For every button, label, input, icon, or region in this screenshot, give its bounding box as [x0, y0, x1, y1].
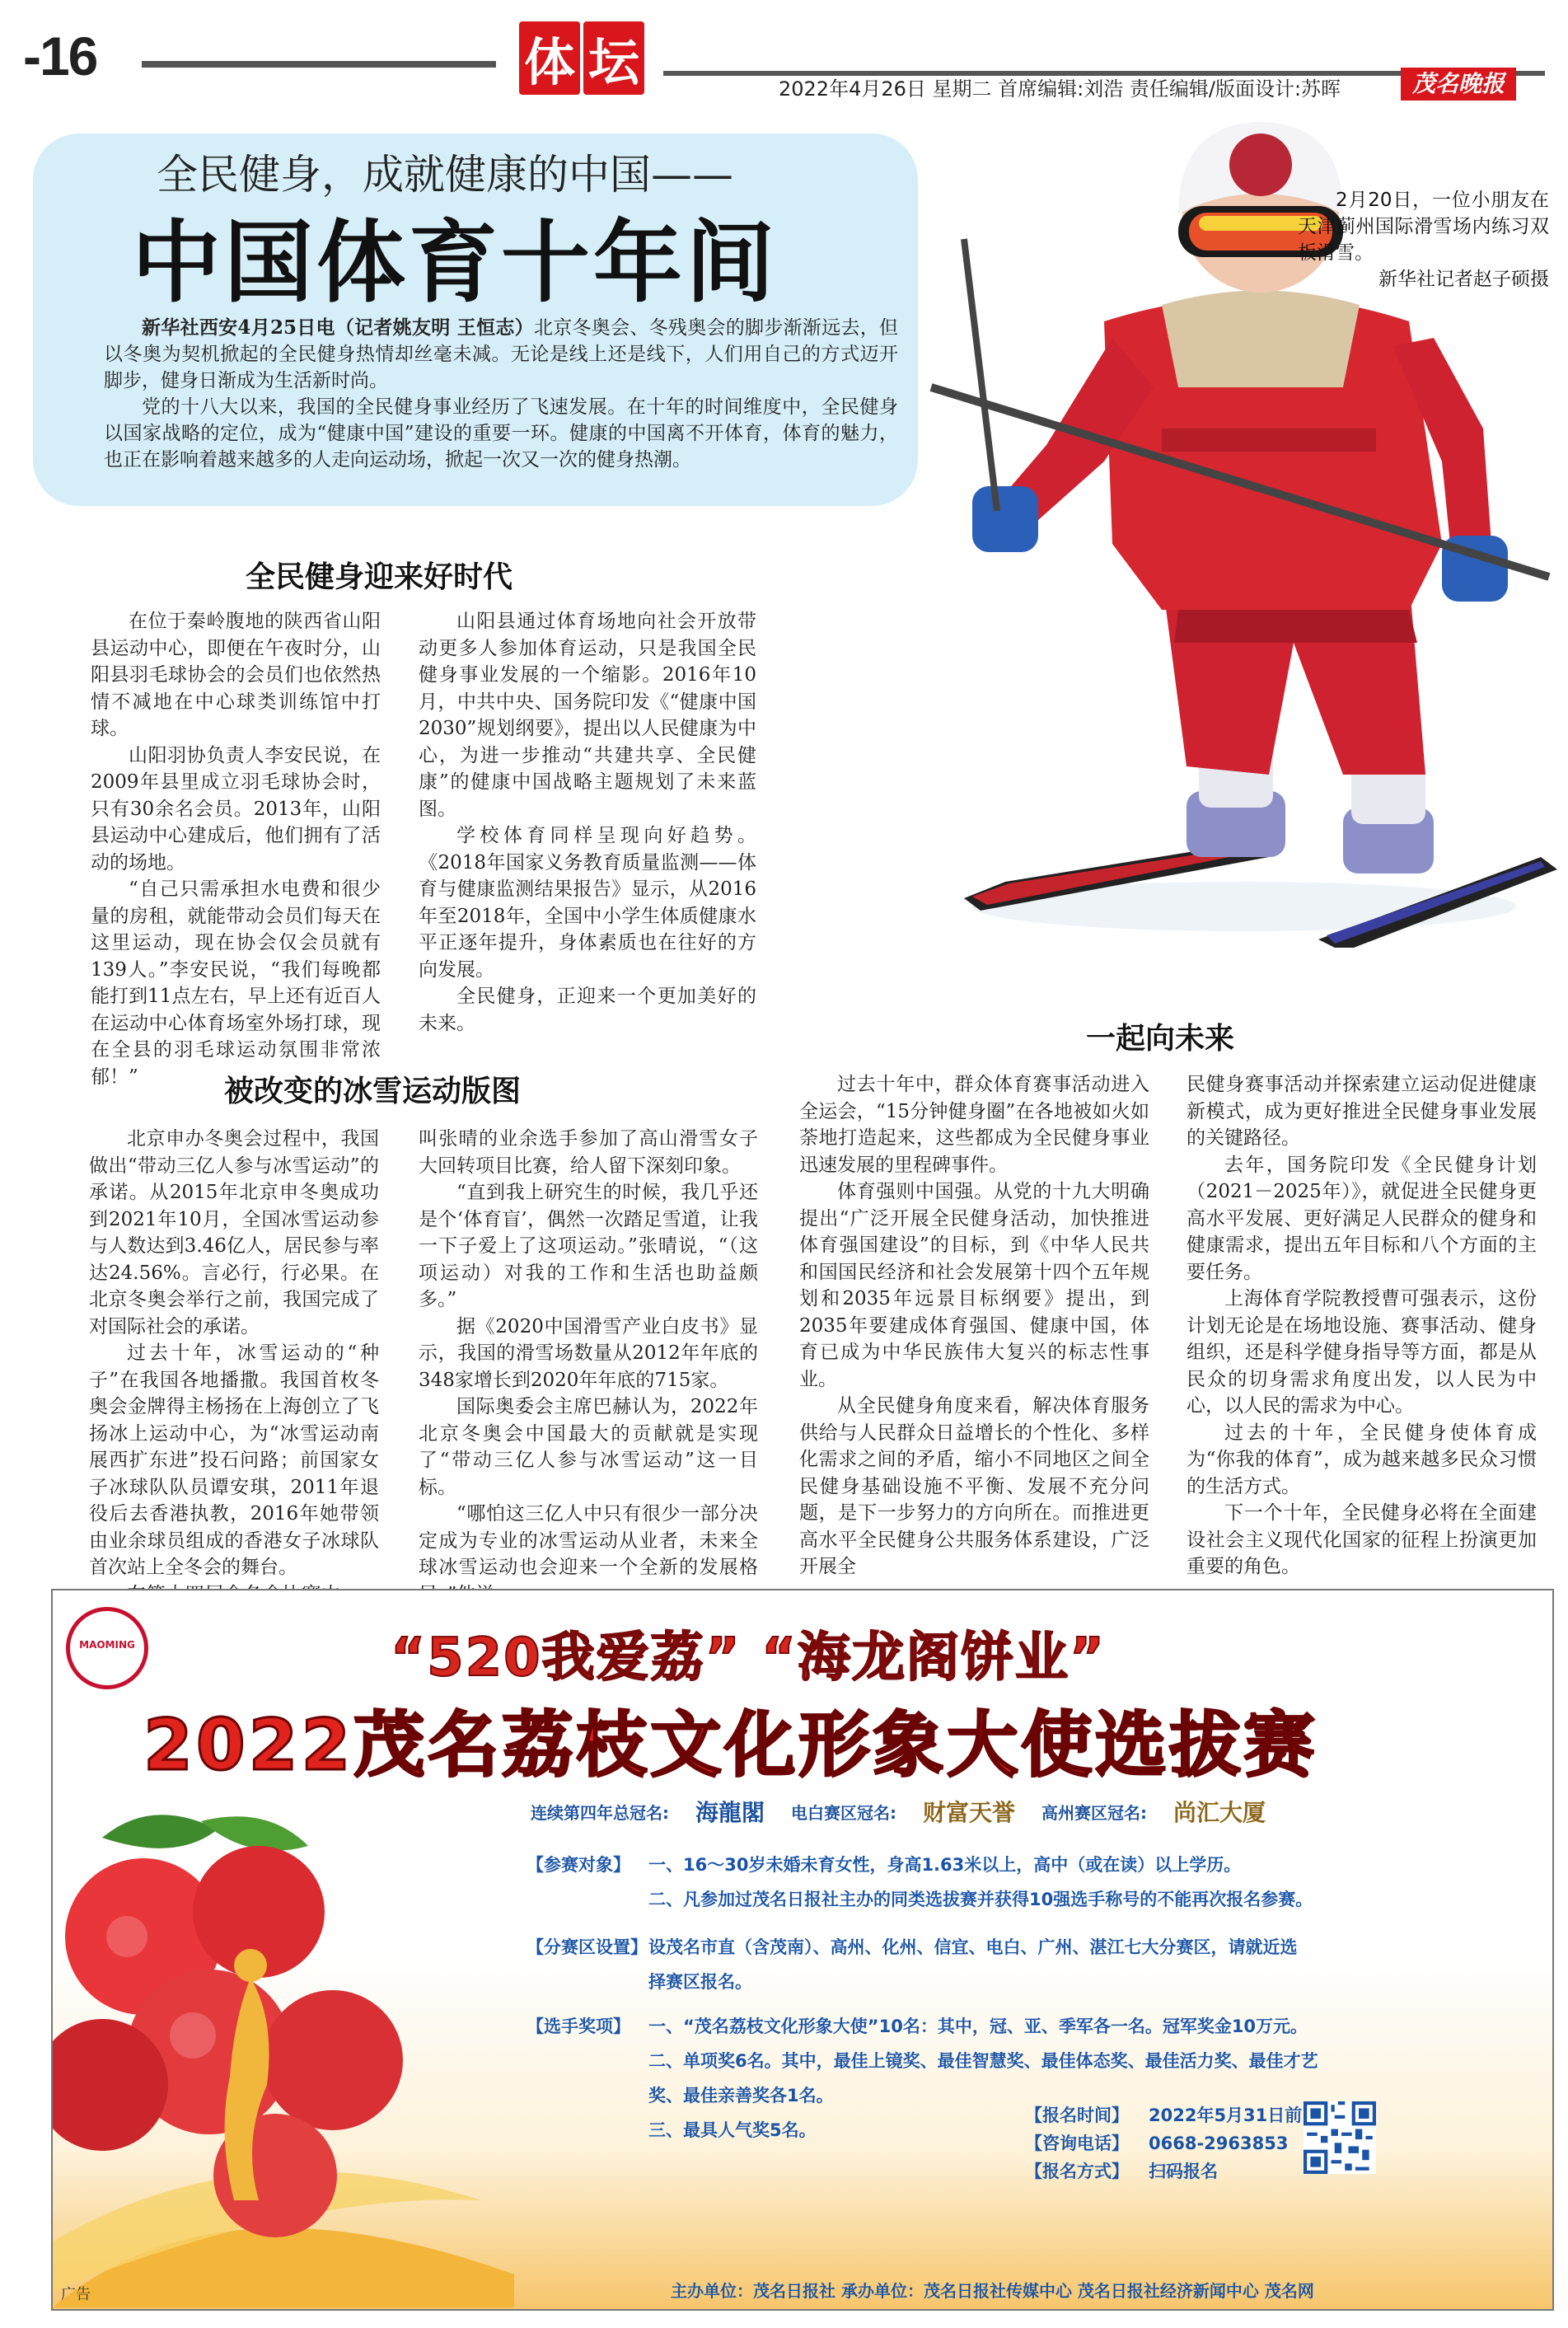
lead-p1-text: 北京冬奥会、冬残奥会的脚步渐渐远去，但以冬奥为契机掀起的全民健身热情却丝毫未减。无论是线上还是线下，人们用自己的方式迈开脚步，健身日渐成为生活新时尚。 — [104, 317, 898, 391]
paragraph: “哪怕这三亿人中只有很少一部分决定成为专业的冰雪运动从业者，未来全球冰雪运动也会迎来一个全新的发展格 — [419, 1503, 758, 1578]
paragraph: “自己只需承担水电费和很少量的房租，就能带动会员们每天在这里运动，现在协会仅会员就有139人。”李安民说，“我们每晚都能打到11点左右，早上还有近百人在运动中心体育场室外场打球，现在全县的羽毛球运动氛围非常浓郁！” — [91, 878, 381, 1088]
ad-label: 广告 — [61, 2286, 91, 2303]
section3-column-1 — [799, 1071, 1149, 1581]
paragraph: 叫张晴的业余选手参加了高山滑雪女子大回转项目比赛，给人留下深刻印象。 — [419, 1128, 758, 1177]
ad-contact — [1025, 2101, 1302, 2185]
section-char-2: 坛 — [583, 21, 644, 95]
lead-paragraph-1 — [104, 315, 898, 394]
ad-details — [527, 1848, 1499, 2140]
caption-text: 2月20日，一位小朋友在天津蓟州国际滑雪场内练习双板滑雪。 — [1298, 190, 1549, 264]
subhead-section-2: 被改变的冰雪运动版图 — [224, 1075, 522, 1108]
paragraph: 去年，国务院印发《全民健身计划（2021－2025年）》，就促进全民健身更高水平发展、更好满足人民群众的健身和健康需求，提出五年目标和八个方面的主要任务。 — [1187, 1154, 1537, 1283]
sponsor-3-logo: 尚汇大厦 — [1173, 1799, 1266, 1826]
lead-text — [104, 315, 898, 473]
section-label — [519, 21, 644, 95]
paragraph: 据《2020中国滑雪产业白皮书》显示，我国的滑雪场数量从2012年年底的348家增长到2020年年底的715家。 — [419, 1315, 758, 1391]
ad-footer: 主办单位：茂名日报社 承办单位：茂名日报社传媒中心 茂名日报社经济新闻中心 茂名网 — [671, 2281, 1314, 2301]
section1-column-1 — [91, 608, 381, 1090]
ad-row-line: 设茂名市直（含茂南）、高州、化州、信宜、电白、广州、湛江七大分赛区，请就近选 — [648, 1937, 1298, 1957]
ad-row-line: 奖、最佳亲善奖各1名。 — [648, 2086, 834, 2106]
ad-contact-row — [1025, 2157, 1302, 2185]
ad-row-line: 一、“茂名荔枝文化形象大使”10名：其中，冠、亚、季军各一名。冠军奖金10万元。 — [648, 2017, 1308, 2036]
paragraph: 在位于秦岭腹地的陕西省山阳县运动中心，即便在午夜时分，山阳县羽毛球协会的会员们也依然热情不减地在中心球类训练馆中打球。 — [91, 611, 381, 739]
ad-logo-badge — [66, 1607, 148, 1689]
ad-contact-key: 【报名时间】 — [1025, 2106, 1129, 2125]
section3-column-2 — [1187, 1071, 1537, 1581]
sponsor-3-label: 高州赛区冠名: — [1041, 1802, 1148, 1823]
ad-row-line: 二、单项奖6名。其中，最佳上镜奖、最佳智慧奖、最佳体态奖、最佳活力奖、最佳才艺 — [648, 2051, 1318, 2071]
ad-sponsors — [531, 1795, 1272, 1828]
paragraph: 国际奥委会主席巴赫认为，2022年北京冬奥会中国最大的贡献就是实现了“带动三亿人参与冰雪运动”这一目标。 — [419, 1396, 758, 1498]
headline: 中国体育十年间 — [132, 212, 779, 315]
paragraph: 体育强则中国强。从党的十九大明确提出“广泛开展全民健身活动，加快推进体育强国建设”的目标，到《中华人民共和国国民经济和社会发展第十四个五年规划和2035年远景目标纲要》提出，到2035年要建成体育强国、健康中国，体育已成为中华民族伟大复兴的标志性事业。 — [799, 1181, 1149, 1390]
page-number: -16 — [23, 26, 97, 87]
ad-row-line: 二、凡参加过茂名日报社主办的同类选拔赛并获得10强选手称号的不能再次报名参赛。 — [648, 1890, 1313, 1909]
ad-contact-row — [1025, 2101, 1302, 2129]
ad-row-key: 【选手奖项】 — [527, 2017, 630, 2036]
ad-contact-value: 0668-2963853 — [1149, 2134, 1289, 2153]
sponsor-1-logo: 海龍閣 — [695, 1799, 765, 1826]
ad-headline-1: “520我爱荔” “海龙阁饼业” — [391, 1628, 1107, 1689]
lead-paragraph-2: 党的十八大以来，我国的全民健身事业经历了飞速发展。在十年的时间维度中，全民健身以国家战略的定位，成为“健康中国”建设的重要一环。健康的中国离不开体育，体育的魅力，也正在影响着越来越多的人走向运动场，掀起一次又一次的健身热潮。 — [104, 396, 898, 471]
paragraph: 过去十年中，群众体育赛事活动进入全运会，“15分钟健身圈”在各地被如火如荼地打造起来，这些都成为全民健身事业迅速发展的里程碑事件。 — [799, 1074, 1149, 1176]
paragraph: 北京申办冬奥会过程中，我国做出“带动三亿人参与冰雪运动”的承诺。从2015年北京申冬奥成功到2021年10月，全国冰雪运动参与人数达到3.46亿人，居民参与率达24.56%。言必行，行必果。在北京冬奥会举行之前，我国完成了对国际社会的承诺。 — [89, 1128, 379, 1337]
section2-column-2 — [419, 1126, 758, 1608]
ad-row-key: 【参赛对象】 — [527, 1855, 630, 1875]
ad-contact-key: 【报名方式】 — [1025, 2162, 1129, 2181]
lychee-illustration — [53, 1813, 514, 2307]
paragraph: 学校体育同样呈现向好趋势。《2018年国家义务教育质量监测——体育与健康监测结果报告》显示，从2016年至2018年，全国中小学生体质健康水平正逐年提升，身体素质也在往好的方向发展。 — [419, 825, 756, 981]
paragraph: 下一个十年，全民健身必将在全面建设社会主义现代化国家的征程上扮演更加重要的角色。 — [1187, 1502, 1537, 1577]
ad-row-line: 择赛区报名。 — [648, 1972, 752, 1992]
sponsor-1-label: 连续第四年总冠名: — [531, 1802, 669, 1823]
section2-column-1 — [89, 1126, 379, 1635]
paragraph: “直到我上研究生的时候，我几乎还是个‘体育盲’，偶然一次踏足雪道，让我一下子爱上了这项运动。”张晴说，“（这项运动）对我的工作和生活也助益颇多。” — [419, 1182, 758, 1310]
byline: 新华社西安4月25日电（记者姚友明 王恒志） — [142, 316, 534, 339]
photo-caption — [1298, 187, 1549, 293]
ad-title: 2022茂名荔枝文化形象大使选拔赛 — [143, 1704, 1318, 1787]
section1-column-2 — [419, 608, 756, 1037]
ad-contact-row — [1025, 2129, 1302, 2157]
sponsor-2-logo: 财富天誉 — [923, 1799, 1016, 1826]
paragraph: 山阳县通过体育场地向社会开放带动更多人参加体育运动，只是我国全民健身事业发展的一个缩影。2016年10月，中共中央、国务院印发《“健康中国2030”规划纲要》，提出以人民健康为中心，为进一步推动“共建共享、全民健康”的健康中国战略主题规划了未来蓝图。 — [419, 611, 756, 820]
paragraph: 全民健身，正迎来一个更加美好的未来。 — [419, 986, 756, 1034]
dateline: 2022年4月26日 星期二 首席编辑:刘浩 责任编辑/版面设计:苏晖 — [779, 77, 1341, 101]
paragraph: 过去的十年，全民健身使体育成为“你我的体育”，成为越来越多民众习惯的生活方式。 — [1187, 1422, 1537, 1497]
section-char-1: 体 — [519, 21, 580, 95]
ad-contact-value: 扫码报名 — [1149, 2162, 1218, 2181]
photo-credit: 新华社记者赵子硕摄 — [1378, 269, 1549, 290]
ad-logo-text: MAOMING — [79, 1639, 135, 1651]
subhead-section-3: 一起向未来 — [1086, 1022, 1235, 1056]
paragraph: 山阳羽协负责人李安民说，在2009年县里成立羽毛球协会时，只有30余名会员。2013年，山阳县运动中心建成后，他们拥有了活动的场地。 — [91, 744, 381, 874]
subhead-section-1: 全民健身迎来好时代 — [246, 560, 513, 594]
header-rule-left — [142, 61, 496, 68]
ad-row-key: 【分赛区设置】 — [527, 1937, 648, 1957]
ad-row-line: 一、16～30岁未婚未育女性，身高1.63米以上，高中（或在读）以上学历。 — [648, 1855, 1242, 1875]
advertisement — [51, 1589, 1554, 2311]
paragraph: 上海体育学院教授曹可强表示，这份计划无论是在场地设施、赛事活动、健身组织，还是科学健身指导等方面，都是从民众的切身需求角度出发，以人民为中心，以人民的需求为中心。 — [1187, 1288, 1537, 1417]
ad-contact-key: 【咨询电话】 — [1025, 2134, 1129, 2153]
kicker: 全民健身，成就健康的中国—— — [157, 151, 733, 199]
paper-logo: 茂名晚报 — [1401, 68, 1516, 101]
ad-contact-value: 2022年5月31日前 — [1149, 2106, 1303, 2125]
ad-row-values — [648, 1930, 1298, 1999]
paragraph: 民健身赛事活动并探索建立运动促进健康新模式，成为更好推进全民健身事业发展的关键路径。 — [1187, 1074, 1537, 1149]
ad-row-values — [648, 1848, 1313, 1917]
ad-row-line: 三、最具人气奖5名。 — [648, 2120, 817, 2140]
qr-code[interactable] — [1304, 2101, 1376, 2174]
paragraph: 过去十年，冰雪运动的“种子”在我国各地播撒。我国首枚冬奥会金牌得主杨扬在上海创立了飞扬冰上运动中心，为“冰雪运动南展西扩东进”投石问路；前国家女子冰球队队员谭安琪，2011年退役后去香港执教，2016年她带领由业余球员组成的香港女子冰球队首次站上全冬会的舞台。 — [89, 1342, 379, 1578]
sponsor-2-label: 电白赛区冠名: — [791, 1802, 897, 1823]
paragraph: 从全民健身角度来看，解决体育服务供给与人民群众日益增长的个性化、多样化需求之间的矛盾，缩小不同地区之间全民健身基础设施不平衡、发展不充分问题，是下一步努力的方向所在。而推进更高水平全民健身公共服务体系建设，广泛开展全 — [799, 1395, 1149, 1577]
